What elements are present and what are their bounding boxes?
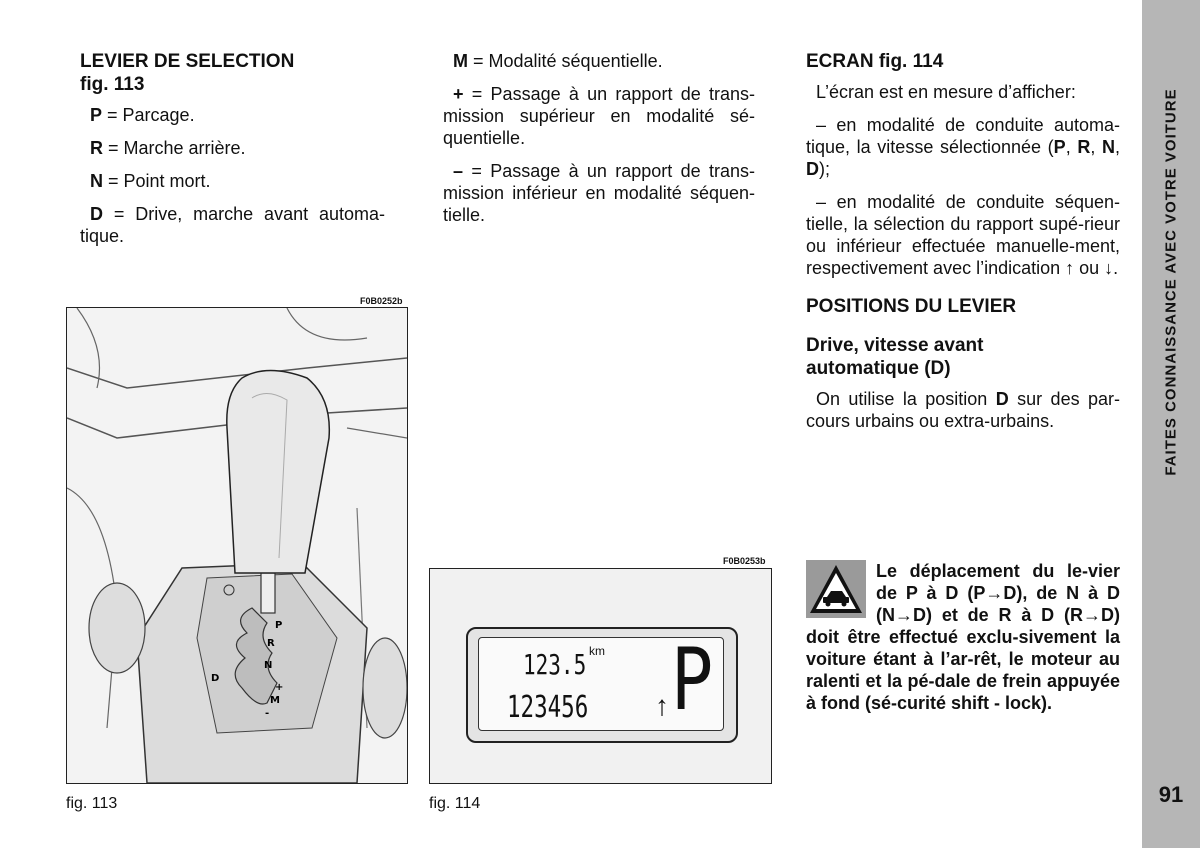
item-plus: + = Passage à un rapport de trans-mission supérieur en modalité sé-quentielle. (443, 84, 755, 148)
item-p: P = Parcage. (90, 105, 195, 125)
fig114-caption: fig. 114 (429, 795, 481, 812)
gate-label-m: M (270, 695, 280, 706)
gate-label-n: N (264, 660, 273, 671)
chapter-title: FAITES CONNAISSANCE AVEC VOTRE VOITURE (1162, 88, 1180, 476)
ecran-para-seq: – en modalité de conduite séquen-tielle, la sélection du rapport supé-rieur ou inférieur effectuée manuelle-ment, respectivement avec l’indication ↑ ou ↓. (806, 192, 1120, 278)
item-r: R = Marche arrière. (90, 138, 246, 158)
column-2 (443, 50, 755, 237)
column-1 (80, 50, 385, 258)
gate-label-minus: - (265, 708, 270, 719)
gate-label-r: R (267, 638, 275, 649)
fig114-code: F0B0253b (723, 556, 766, 566)
fig113-caption: fig. 113 (66, 795, 118, 812)
fig114-image (429, 568, 772, 784)
shift-arrow-icon: ↑ (655, 690, 669, 721)
gate-label-plus: + (275, 682, 284, 693)
warning-car-icon (806, 560, 866, 618)
column-3 (806, 50, 1120, 443)
gate-label-d: D (211, 673, 220, 684)
page-number: 91 (1158, 782, 1184, 807)
item-minus: – = Passage à un rapport de trans-mission inférieur en modalité séquen-tielle. (443, 161, 755, 225)
item-n: N = Point mort. (90, 171, 211, 191)
fig113-image (66, 307, 408, 784)
trip-value: 123.5 (523, 648, 587, 681)
gear-indicator: P (671, 630, 713, 730)
gate-label-p: P (275, 620, 283, 631)
fig113-code: F0B0252b (360, 296, 403, 306)
subheading-drive: Drive, vitesse avant automatique (D) (806, 335, 984, 379)
lcd-screen (478, 630, 724, 731)
display-frame (466, 627, 738, 743)
trip-unit: km (589, 644, 605, 658)
section-heading-levier: LEVIER DE SELECTION fig. 113 (80, 51, 295, 95)
section-heading-positions: POSITIONS DU LEVIER (806, 296, 1017, 317)
ecran-intro: L’écran est en mesure d’afficher: (816, 82, 1076, 102)
item-d: D = Drive, marche avant automa-tique. (80, 204, 385, 246)
gear-lever-illustration (67, 308, 407, 783)
odometer-value: 123456 (507, 690, 589, 725)
drive-para: On utilise la position D sur des par-cours urbains ou extra-urbains. (806, 389, 1120, 431)
section-heading-ecran: ECRAN fig. 114 (806, 51, 944, 72)
ecran-para-auto: – en modalité de conduite automa-tique, la vitesse sélectionnée (P, R, N, D); (806, 115, 1120, 179)
warning-block (806, 560, 1120, 714)
item-m: M = Modalité séquentielle. (453, 51, 663, 71)
warning-text: Le déplacement du le-vier de P à D (P→D), de N à D (N→D) et de R à D (R→D) doit être effectué exclu-sivement la voiture étant à l’ar-rêt, le moteur au ralenti et la pé-dale de frein appuyée à fond (sé-curité shift - lock). (806, 561, 1120, 713)
